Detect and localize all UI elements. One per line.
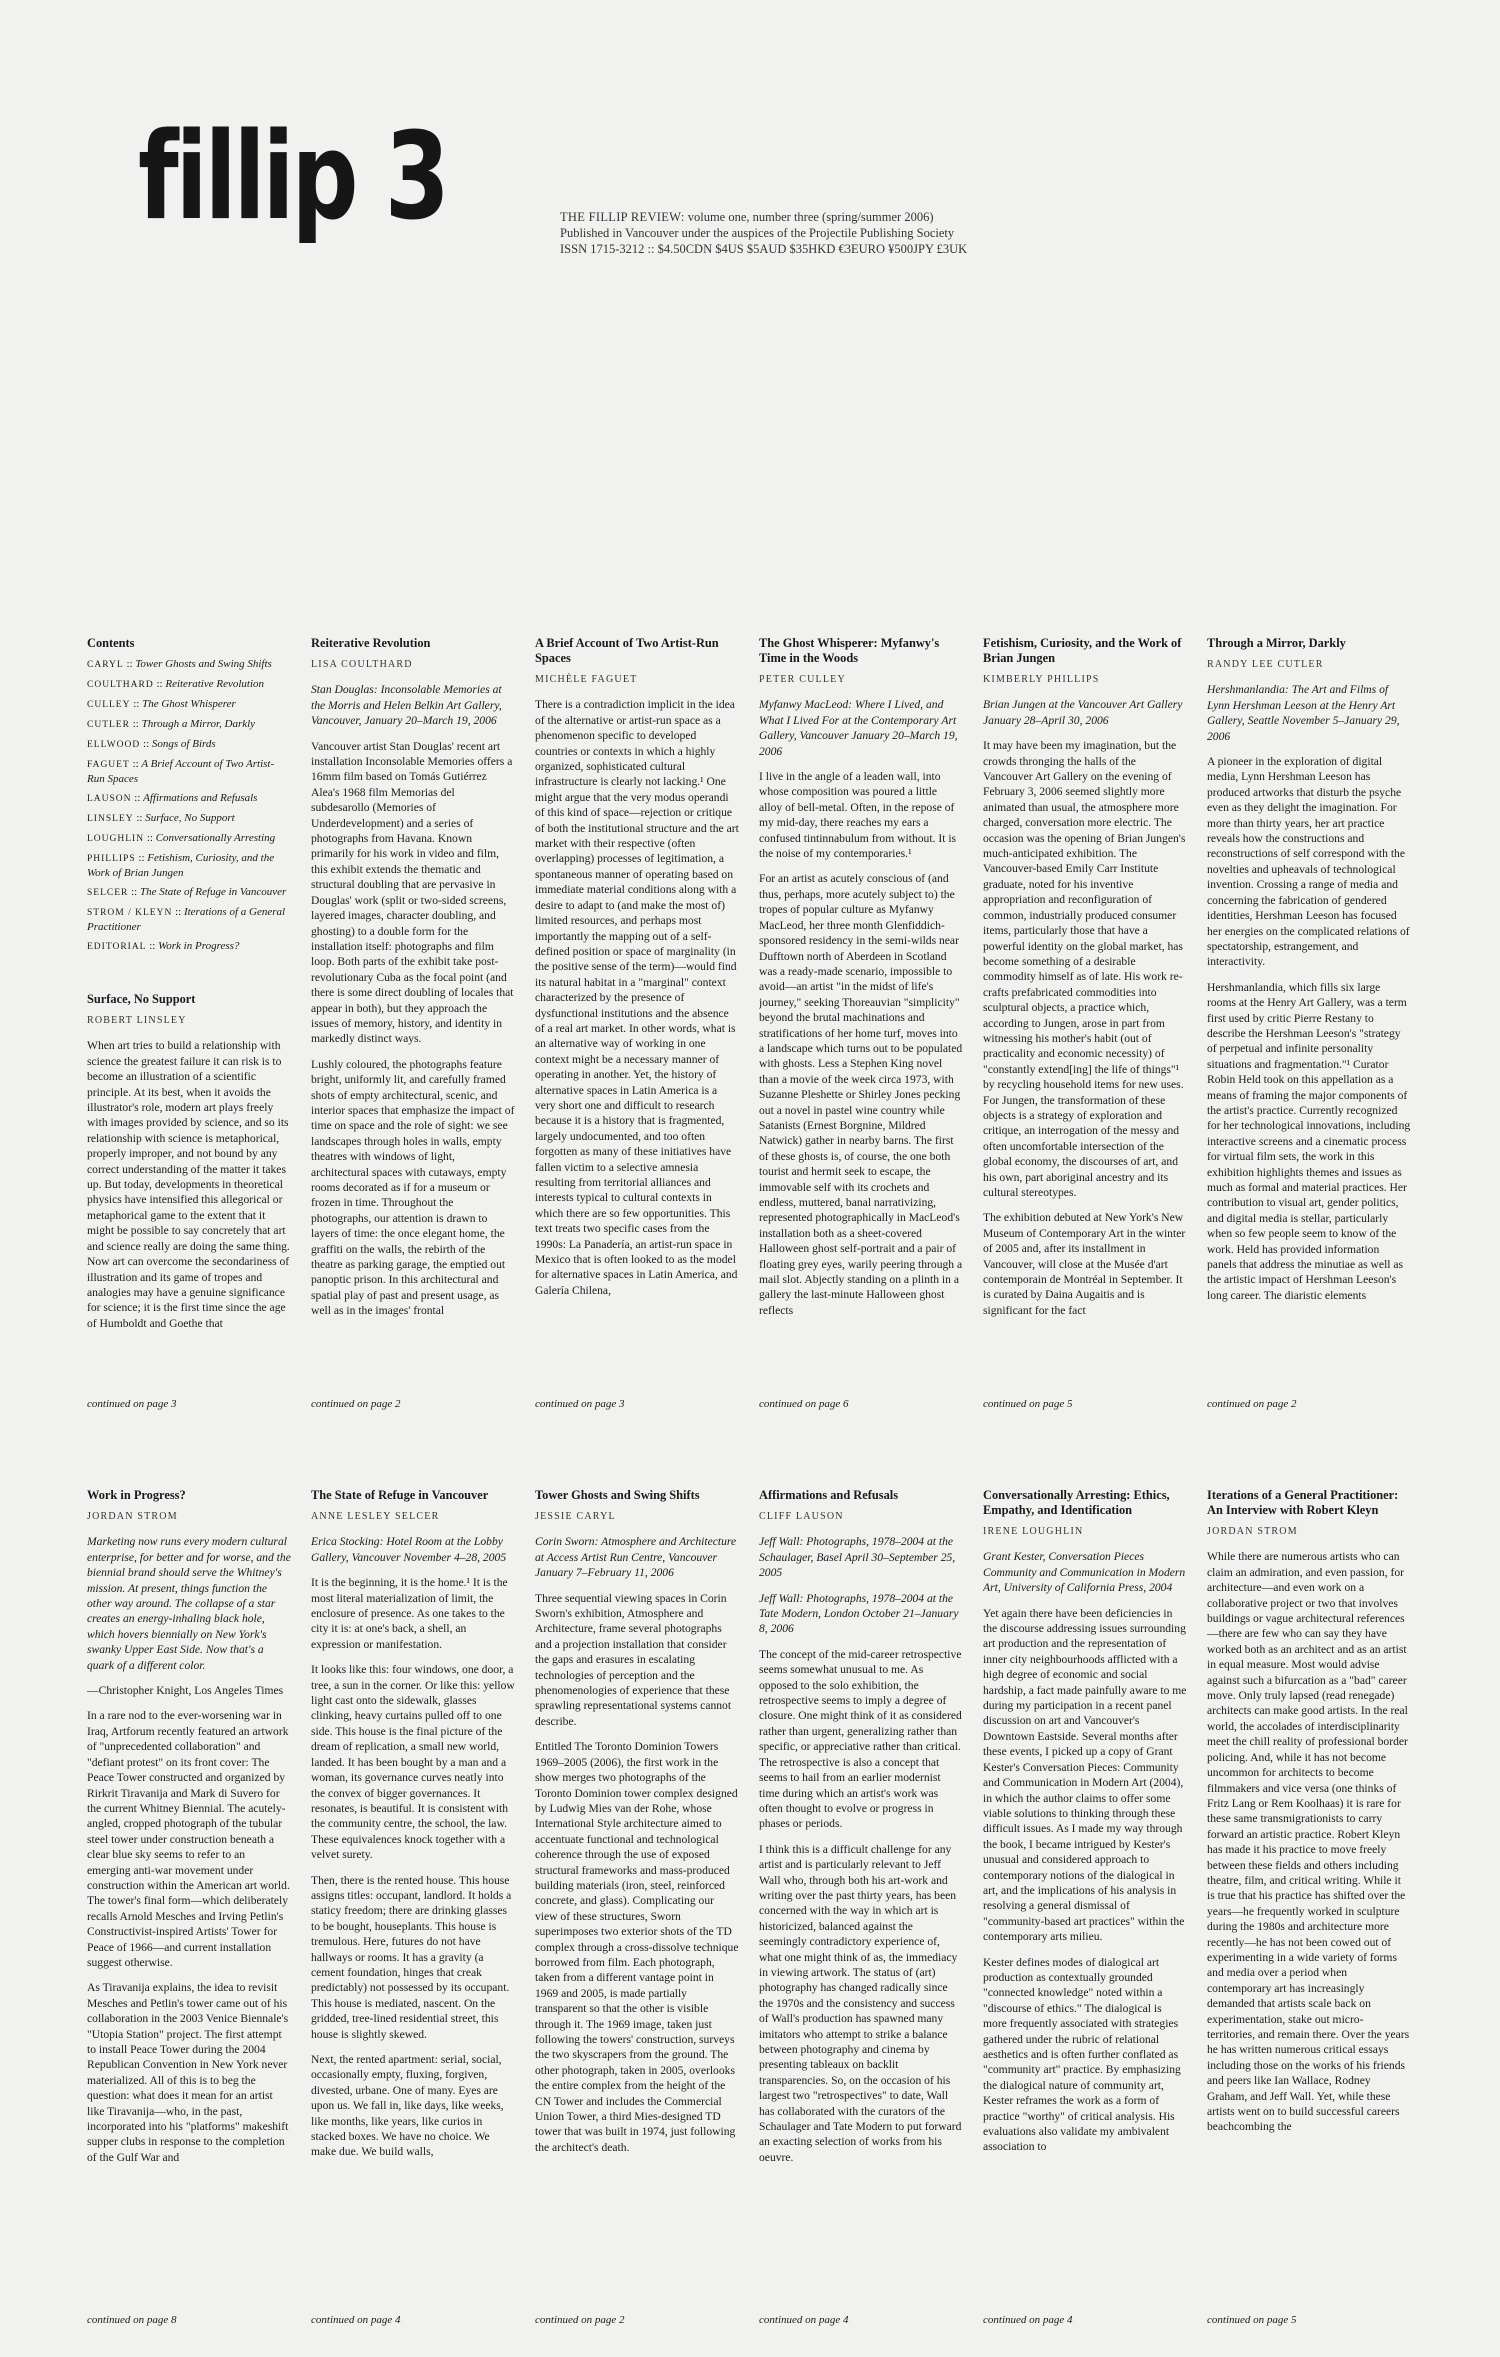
article-body — [535, 1534, 739, 2328]
contents-item-author: LAUSON — [87, 794, 132, 804]
article-paragraph: Kester defines modes of dialogical art production as contextually grounded "connected knowledge" noted within a "discourse of ethics." The dialogical is more frequently associated with strategies gathered under the rubric of relational aesthetics and is often further conflated as "community art" practice. By emphasizing the dialogical nature of community art, Kester reframes the work as a form of practice "worthy" of critical analysis. His evaluations also validate my ambivalent association to — [983, 1955, 1181, 2154]
contents-item — [87, 905, 291, 934]
contents-separator: :: — [128, 886, 140, 898]
continued-link[interactable]: continued on page 3 — [87, 1395, 291, 1412]
contents-heading: Contents — [87, 636, 135, 650]
contents-item — [87, 885, 291, 900]
contents-separator: :: — [123, 658, 136, 670]
contents-item — [87, 757, 291, 786]
article-subtitle: Brian Jungen at the Vancouver Art Gallery January 28–April 30, 2006 — [983, 698, 1183, 727]
contents-separator: :: — [146, 940, 159, 952]
continued-link[interactable]: continued on page 5 — [1207, 2311, 1411, 2328]
contents-separator: :: — [144, 832, 156, 844]
article-phillips — [983, 636, 1187, 1412]
contents-item — [87, 851, 291, 880]
article-author: JORDAN STROM — [87, 1511, 178, 1522]
article-title: Tower Ghosts and Swing Shifts — [535, 1488, 700, 1502]
article-paragraph: A pioneer in the exploration of digital media, Lynn Hershman Leeson has produced artworks that disturb the psyche even as they delight the imagination. For more than thirty years, her art practice reveals how the constructions and reconstructions of self correspond with the novelties and upheavals of technological invention. Crossing a range of media and concerning the fabrication of gendered identities, Hershman Leeson has focused her energies on the complicated relations of spectatorship, estrangement, and interactivity. — [1207, 755, 1410, 969]
article-cutler — [1207, 636, 1411, 1412]
article-title: Conversationally Arresting: Ethics, Empathy, and Identification — [983, 1488, 1170, 1517]
article-kleyn — [1207, 1488, 1411, 2328]
continued-link[interactable]: continued on page 6 — [759, 1395, 963, 1412]
article-subtitle: Jeff Wall: Photographs, 1978–2004 at the Schaulager, Basel April 30–September 25, 2005 — [759, 1535, 956, 1580]
article-paragraph: The concept of the mid-career retrospective seems somewhat unusual to me. As opposed to the solo exhibition, the retrospective seems to imply a degree of closure. One might think of it as considered rather than urgent, generalizing rather than specific, or appreciative rather than critical. The retrospective is also a concept that seems to hail from an earlier modernist time during which an artist's work was often thought to evolve or progress in phases or periods. — [759, 1647, 962, 1831]
article-title: A Brief Account of Two Artist-Run Spaces — [535, 636, 719, 665]
article-title: Reiterative Revolution — [311, 636, 431, 650]
contents-item — [87, 831, 291, 846]
article-body — [87, 1534, 291, 2328]
continued-link[interactable]: continued on page 3 — [535, 1395, 739, 1412]
contents-item-author: ELLWOOD — [87, 740, 141, 750]
contents-item-title: Iterations of a General Practitioner — [87, 906, 286, 933]
contents-item-author: SELCER — [87, 888, 129, 898]
article-body — [87, 1038, 291, 1412]
article-subtitle: Marketing now runs every modern cultural enterprise, for better and for worse, and the biennial brand should serve the Whitney's mission. At present, things function the other way around. The collapse of a star creates an energy-inhaling black hole, which hovers biennially on New York's swanky Upper East Side. Now that's a quark of a different color. — [87, 1535, 291, 1672]
article-paragraph: Vancouver artist Stan Douglas' recent art installation Inconsolable Memories offers a 16mm film based on Tomás Gutiérrez Alea's 1968 film Memorias del subdesarollo (Memories of Underdevelopment) and a series of photographs from Havana. Known primarily for his work in video and film, this exhibit extends the thematic and structural doubling that are pervasive in Douglas' work (split or two-sided screens, layered images, character doubling, and ghosting) to a double form for the installation itself: photographs and film loop. Both parts of the exhibit take post-revolutionary Cuba as the focal point (and there is some direct doubling of locales that appear in both), but they approach the issues of memory, history, and identity in markedly distinct ways. — [311, 739, 514, 1046]
masthead-title: fillip 3 — [138, 108, 447, 247]
article-title: Affirmations and Refusals — [759, 1488, 899, 1502]
article-paragraph: When art tries to build a relationship with science the greatest failure it can risk is to become an illustration of a scientific principle. At its best, when it avoids the illustrator's role, modern art plays freely with images provided by science, and so its relationship with science is metaphorical, properly improper, and not bound by any correct understanding of the matter it takes up. But today, developments in theoretical physics have intensified this allegorical or metaphorical game to the extent that it might be possible to say concretely that art and science really are doing the same thing. Now art can overcome the secondariness of illustration and its game of tropes and analogies may have a genuine significance for science; it is the first time since the age of Humboldt and Goethe that — [87, 1039, 290, 1330]
quote-attribution: —Christopher Knight, Los Angeles Times — [87, 1684, 284, 1698]
contents-separator: :: — [153, 678, 166, 690]
article-paragraph: It may have been my imagination, but the crowds thronging the halls of the Vancouver Art Gallery on the evening of February 3, 2006 seemed slightly more animated than usual, the atmosphere more charged, conversation more electric. The occasion was the opening of Brian Jungen's much-anticipated exhibition. The Vancouver-based Emily Carr Institute graduate, noted for his inventive appropriation and reconfiguration of common, industrially produced consumer items, particularly those that have a powerful identity on the global market, has become something of a desirable commodity himself as of late. His work re-crafts prefabricated commodities into sculptural objects, a practice which, according to Jungen, arose in part from witnessing his mother's habit (out of practicality and economic necessity) of "constantly extend[ing] the life of things"¹ by recycling household items for new uses. For Jungen, the transformation of these objects is a strategy of exploration and critique, an interrogation of the messy and often uncomfortable intersection of the global economy, the discourses of art, and his own, part aboriginal ancestry and its cultural stereotypes. — [983, 739, 1186, 1199]
contents-separator: :: — [140, 738, 152, 750]
article-selcer — [311, 1488, 515, 2328]
article-paragraph: It looks like this: four windows, one door, a tree, a sun in the corner. Or like this: yellow light cast onto the sidewalk, glasses clinking, heavy curtains pulled off to one side. This house is the final picture of the dream of replication, a small new world, landed. It has been bought by a man and a woman, its governance curves neatly into the convex of bigger governances. It resonates, is beautiful. It is consistent with the community centre, the school, the law. These equivalences knock together with a velvet surety. — [311, 1663, 515, 1862]
contents-item-title: Surface, No Support — [145, 812, 235, 824]
article-row-top — [87, 636, 1412, 1412]
article-linsley — [87, 992, 291, 1412]
contents-separator: :: — [131, 792, 144, 804]
article-paragraph: Entitled The Toronto Dominion Towers 1969–2005 (2006), the first work in the show merges two photographs of the Toronto Dominion tower complex designed by Ludwig Mies van der Rohe, whose International Style architecture aimed to accentuate functional and technological coherence through the use of exposed structural frameworks and mass-produced building materials (iron, steel, reinforced concrete, and glass). Complicating our view of these structures, Sworn superimposes two exterior shots of the TD complex through a cross-dissolve technique borrowed from film. Each photograph, taken from a different vantage point in 1969 and 2005, is made partially transparent so that the other is visible through it. The 1969 image, taken just following the towers' construction, surveys the two skyscrapers from the ground. The other photograph, taken in 2005, overlooks the entire complex from the height of the CN Tower and includes the Commercial Union Tower, a third Mies-designed TD tower that was built in 1974, just following the architect's death. — [535, 1740, 739, 2154]
article-body — [759, 1534, 963, 2328]
contents-item — [87, 697, 291, 712]
article-paragraph: Lushly coloured, the photographs feature bright, uniformly lit, and carefully framed shots of empty architectural, scenic, and interior spaces that emphasize the impact of time on space and the role of sight: we see landscapes through holes in walls, empty theatres with windows of light, architectural spaces with cutaways, empty rooms decorated as if for a museum or frozen in time. Throughout the photographs, our attention is drawn to layers of time: the once elegant home, the graffiti on the walls, the rebirth of the theatre as parking garage, the emptied out panoptic prison. In this architectural and spatial play of past and present usage, as well as in the images' frontal — [311, 1057, 515, 1318]
article-author: PETER CULLEY — [759, 674, 846, 685]
contents-item-title: Songs of Birds — [151, 738, 216, 750]
article-author: CLIFF LAUSON — [759, 1511, 844, 1522]
continued-link[interactable]: continued on page 8 — [87, 2311, 291, 2328]
contents-separator: :: — [133, 812, 146, 824]
contents-item-title: A Brief Account of Two Artist-Run Spaces — [87, 758, 275, 785]
article-title: Through a Mirror, Darkly — [1207, 636, 1346, 650]
article-body — [311, 1534, 515, 2328]
article-loughlin — [983, 1488, 1187, 2328]
contents-item-title: Affirmations and Refusals — [143, 792, 258, 804]
contents-item — [87, 811, 291, 826]
publication-line-1 — [560, 209, 1120, 225]
continued-link[interactable]: continued on page 2 — [535, 2311, 739, 2328]
article-strom — [87, 1488, 291, 2328]
article-paragraph: While there are numerous artists who can claim an admiration, and even passion, for architecture—and even work on a collaborative project or two that involves buildings or vague architectural references—there are few who can say they have worked both as an architect and as an artist in equal measure. Most would advise against such a bifurcation as a "bad" career move. Only truly lapsed (read renegade) architects can make good artists. In the real world, the accolades of interdisciplinarity meet the chill reality of professional border policing. And, while it has not become uncommon for architects to become filmmakers and vice versa (one thinks of Fritz Lang or Rem Koolhaas) it is rare for these same transmigrationists to carry forward an artistic practice. Robert Kleyn has made it his practice to move freely between these fields and others including theatre, film, and critical writing. While it is true that his practice has shifted over the years—he frequently worked in sculpture during the 1980s and architecture more recently—he has not been cowed out of experimenting in a wide variety of forms and media over a period when contemporary art has increasingly demanded that artists scale back on experimentation, stake out micro-territories, and remain there. Over the years he has written numerous critical essays including those on the works of his friends and peers like Ian Wallace, Rodney Graham, and Jeff Wall. Yet, while these artists went on to build successful careers beachcombing the — [1207, 1550, 1410, 2134]
article-paragraph: The exhibition debuted at New York's New Museum of Contemporary Art in the winter of 2005 and, after its installment in Vancouver, will close at the Musée d'art contemporain de Montréal in September. It is curated by Daina Augaitis and is significant for the fact — [983, 1211, 1186, 1317]
contents-item-title: Reiterative Revolution — [165, 678, 264, 690]
volume-info: volume one, number three (spring/summer 2006) — [684, 210, 934, 224]
article-author: ANNE LESLEY SELCER — [311, 1511, 440, 1522]
article-author: JORDAN STROM — [1207, 1526, 1298, 1537]
publication-line-3: ISSN 1715-3212 :: $4.50CDN $4US $5AUD $35HKD €3EURO ¥500JPY £3UK — [560, 242, 968, 256]
article-body — [983, 697, 1187, 1412]
article-coulthard — [311, 636, 515, 1412]
article-author: MICHÈLE FAGUET — [535, 674, 638, 685]
article-author: KIMBERLY PHILLIPS — [983, 674, 1100, 685]
article-row-bottom — [87, 1488, 1412, 2328]
article-paragraph: Then, there is the rented house. This house assigns titles: occupant, landlord. It holds a staticy freedom; there are drinking glasses to be bought, houseplants. This house is tremulous. Here, futures do not have hallways or rooms. It has a gravity (a cement foundation, hinges that creak predictably) not possessed by its occupant. This house is mediated, nascent. On the gridded, tree-lined residential street, this house is slightly skewed. — [311, 1873, 512, 2041]
article-author: JESSIE CARYL — [535, 1511, 616, 1522]
article-body — [1207, 1549, 1411, 2328]
review-title: THE FILLIP REVIEW: — [560, 210, 685, 224]
article-paragraph: Next, the rented apartment: serial, social, occasionally empty, fluxing, forgiven, divested, urbane. One of many. Eyes are upon us. We fall in, like days, like weeks, like months, like years, like curios in stacked boxes. We have no choice. We make due. We build walls, — [311, 2053, 504, 2159]
continued-link[interactable]: continued on page 4 — [311, 2311, 515, 2328]
contents-item-title: Work in Progress? — [158, 940, 240, 952]
contents-item-author: EDITORIAL — [87, 942, 147, 952]
article-paragraph: Three sequential viewing spaces in Corin Sworn's exhibition, Atmosphere and Architecture, frame several photographs and a projection installation that consider the gaps and erasures in escalating technologies of perception and the phenomenologies of experience that these sprawling representational systems cannot describe. — [535, 1591, 732, 1728]
contents-item-author: PHILLIPS — [87, 854, 136, 864]
article-lauson — [759, 1488, 963, 2328]
article-title: Iterations of a General Practitioner: An Interview with Robert Kleyn — [1207, 1488, 1399, 1517]
continued-link[interactable]: continued on page 2 — [311, 1395, 515, 1412]
contents-item-title: Tower Ghosts and Swing Shifts — [135, 658, 272, 670]
contents-item-author: FAGUET — [87, 760, 130, 770]
article-paragraph: As Tiravanija explains, the idea to revisit Mesches and Petlin's tower came out of his collaboration in the 2003 Venice Biennale's "Utopia Station" project. The first attempt to install Peace Tower during the 2004 Republican Convention in New York never materialized. All of this is to beg the question: what does it mean for an artist like Tiravanija—who, in the past, incorporated into his "platforms" makeshift supper clubs in response to the completion of the Gulf War and — [87, 1981, 289, 2164]
contents-item-title: Conversationally Arresting — [155, 832, 276, 844]
article-paragraph: In a rare nod to the ever-worsening war in Iraq, Artforum recently featured an artwork of "unprecedented collaboration" and "defiant protest" on its front cover: The Peace Tower constructed and organized by Rirkrit Tiravanija and Mark di Suvero for the current Whitney Biennial. The acutely-angled, cropped photograph of the tubular steel tower under construction beneath a clear blue sky seems to refer to an emerging anti-war movement under construction within the American art world. The tower's final form—which deliberately recalls Arnold Mesches and Irving Petlin's Constructivist-inspired Artists' Tower for Peace of 1966—and current installation suggest otherwise. — [87, 1709, 290, 1969]
contents-separator: :: — [129, 718, 142, 730]
article-subtitle: Corin Sworn: Atmosphere and Architecture at Access Artist Run Centre, Vancouver January 7–February 11, 2006 — [535, 1535, 737, 1580]
article-paragraph: I live in the angle of a leaden wall, into whose composition was poured a little alloy of bell-metal. Often, in the repose of my mid-day, there reaches my ears a confused tintinnabulum from without. It is the noise of my contemporaries.¹ — [759, 770, 957, 861]
contents-separator: :: — [130, 698, 143, 710]
article-title: Fetishism, Curiosity, and the Work of Brian Jungen — [983, 636, 1182, 665]
article-author: RANDY LEE CUTLER — [1207, 659, 1324, 670]
contents-item-author: COULTHARD — [87, 680, 154, 690]
contents-item-author: LOUGHLIN — [87, 834, 145, 844]
article-title: Surface, No Support — [87, 992, 196, 1006]
article-author: LISA COULTHARD — [311, 659, 413, 670]
continued-link[interactable]: continued on page 4 — [983, 2311, 1187, 2328]
contents-item-title: Through a Mirror, Darkly — [141, 718, 256, 730]
contents-separator: :: — [135, 852, 148, 864]
article-body — [311, 682, 515, 1412]
publication-info — [560, 209, 1120, 257]
contents-item — [87, 677, 291, 692]
contents-item-author: CARYL — [87, 660, 124, 670]
article-caryl — [535, 1488, 739, 2328]
article-title: The State of Refuge in Vancouver — [311, 1488, 489, 1502]
article-subtitle-2: Jeff Wall: Photographs, 1978–2004 at the Tate Modern, London October 21–January 8, 2006 — [759, 1591, 959, 1636]
contents-separator: :: — [129, 758, 142, 770]
article-body — [1207, 682, 1411, 1412]
article-author: IRENE LOUGHLIN — [983, 1526, 1084, 1537]
contents-item-author: LINSLEY — [87, 814, 134, 824]
article-paragraph: For an artist as acutely conscious of (and thus, perhaps, more acutely subject to) the tropes of popular culture as Myfanwy MacLeod, her three month Glenfiddich-sponsored residency in the semi-wilds near Dufftown north of Aberdeen in Scotland was a ready-made scenario, impossible to avoid—an artist "in the midst of life's journey," seeking Thoreauvian "simplicity" beyond the brutal machinations and stratifications of her home turf, moves into a landscape which turns out to be populated with ghosts. Less a Stephen King novel than a movie of the week circa 1973, with Suzanne Pleshette or Shirley Jones pecking out a novel in pastel wine country while Satanists (Ernest Borgnine, Mildred Natwick) gather in nearby barns. The first of these ghosts is, of course, the one both tourist and hermit seek to escape, the immovable self with its crochets and endless, muttered, banal narrativizing, represented photographically in MacLeod's installation both as a sheet-covered Halloween ghost self-portrait and a pair of floating grey eyes, warily peering through a mail slot. Abjectly standing on a plinth in a gallery the last-minute Halloween ghost reflects — [759, 872, 963, 1317]
article-paragraph: It is the beginning, it is the home.¹ It is the most literal materialization of limit, the enclosure of presence. As one takes to the city it is: at one's back, a shell, an expression or manifestation. — [311, 1576, 508, 1651]
article-paragraph: Hershmanlandia, which fills six large rooms at the Henry Art Gallery, was a term first used by critic Pierre Restany to describe the Hershman Leeson's "strategy of perpetual and infinite personality situations and fragmentation."¹ Curator Robin Held took on this appellation as a means of framing the major components of the artist's practice. Currently recognized for her technological innovations, including interactive screens and a cinematic process for virtual film sets, the work in this exhibition highlights themes and issues as much as formal and material practices. Her contribution to visual art, gender politics, and digital media is stellar, particularly when so few people seem to know of the work. Held has provided information panels that address the minutiae as well as the artistic impact of Hershman Leeson's long career. The diaristic elements — [1207, 980, 1411, 1302]
continued-link[interactable]: continued on page 4 — [759, 2311, 963, 2328]
contents-item — [87, 737, 291, 752]
contents-separator: :: — [172, 906, 184, 918]
article-paragraph: There is a contradiction implicit in the idea of the alternative or artist-run space as a phenomenon specific to developed countries or contexts in which a highly organized, sophisticated cultural infrastructure is clearly not lacking.¹ One might argue that the very modus operandi of this kind of space—rejection or critique of both the institutional structure and the art market with their respective (often overlapping) processes of legitimation, a spontaneous manner of operating based on immediate material conditions along with a desire to adapt to (and make the most of) limited resources, and perhaps most importantly the mapping out of a self-defined position or space of marginality (in the positive sense of the term)—would find its natural habitat in a "marginal" context characterized by the presence of dysfunctional institutions and the absence of a real art market. In other words, what is an alternative way of working in one context might be a necessary manner of operating in another. Yet, the history of alternative spaces in Latin America is a very short one and difficult to research because it is a history that is fragmented, largely undocumented, and too often forgotten as many of these initiatives have fallen victim to a selective amnesia resulting from territorial alliances and interests typical to cultural contexts in which there are so few opportunities. This text treats two specific cases from the 1990s: La Panadería, an artist-run space in Mexico that is often looked to as the model for alternative spaces in Latin America, and Galería Chilena, — [535, 698, 739, 1297]
article-paragraph: I think this is a difficult challenge for any artist and is particularly relevant to Jeff Wall who, through both his art-work and writing over the past thirty years, has been concerned with the way in which art is historicized, balanced against the seemingly contradictory experience of, what one might think of as, the immediacy in viewing artwork. The status of (art) photography has changed radically since the 1970s and the consistency and success of Wall's production has spawned many imitators who attempt to strike a balance between photography and cinema by presenting tableaux on backlit transparencies. So, on the occasion of his largest two "retrospectives" to date, Wall has collaborated with the curators of the Schaulager and Tate Modern to put forward an exacting selection of works from his oeuvre. — [759, 1842, 962, 2164]
continued-link[interactable]: continued on page 5 — [983, 1395, 1187, 1412]
contents-item-author: CUTLER — [87, 720, 130, 730]
article-faguet — [535, 636, 739, 1412]
article-subtitle: Hershmanlandia: The Art and Films of Lynn Hershman Leeson at the Henry Art Gallery, Seattle November 5–January 29, 2006 — [1207, 683, 1400, 743]
column-contents — [87, 636, 291, 1412]
article-author: ROBERT LINSLEY — [87, 1015, 187, 1026]
contents-item — [87, 657, 291, 672]
publication-line-2: Published in Vancouver under the auspices of the Projectile Publishing Society — [560, 226, 955, 240]
contents-item — [87, 939, 291, 954]
article-culley — [759, 636, 963, 1412]
article-body — [535, 697, 739, 1412]
contents-item-author: CULLEY — [87, 700, 131, 710]
continued-link[interactable]: continued on page 2 — [1207, 1395, 1411, 1412]
contents-item-title: The Ghost Whisperer — [142, 698, 236, 710]
contents-item-title: The State of Refuge in Vancouver — [140, 886, 287, 898]
article-title: Work in Progress? — [87, 1488, 186, 1502]
article-subtitle: Grant Kester, Conversation Pieces Community and Communication in Modern Art, University of California Press, 2004 — [983, 1550, 1186, 1595]
contents-item — [87, 791, 291, 806]
contents-list — [87, 657, 291, 954]
article-subtitle: Erica Stocking: Hotel Room at the Lobby Gallery, Vancouver November 4–28, 2005 — [311, 1535, 507, 1564]
article-subtitle: Stan Douglas: Inconsolable Memories at the Morris and Helen Belkin Art Gallery, Vancouver, January 20–March 19, 2006 — [311, 683, 502, 728]
article-subtitle: Myfanwy MacLeod: Where I Lived, and What I Lived For at the Contemporary Art Gallery, Vancouver January 20–March 19, 2006 — [759, 698, 958, 758]
article-body — [983, 1549, 1187, 2328]
article-body — [759, 697, 963, 1412]
article-paragraph: Yet again there have been deficiencies in the discourse addressing issues surrounding art production and the representation of inner city neighbourhoods afflicted with a high degree of economic and social hardship, a fact made painfully aware to me during my participation in a recent panel discussion on art and Vancouver's Downtown Eastside. Several months after these events, I picked up a copy of Grant Kester's Conversation Pieces: Community and Communication in Modern Art (2004), in which the author claims to offer some viable solutions to thinking through these difficult issues. As I made my way through the book, I became intrigued by Kester's unusual and considered approach to contemporary notions of the dialogical in art, and the implications of his analysis in resolving a general dismissal of "community-based art practices" within the contemporary arts milieu. — [983, 1606, 1187, 1944]
contents-item — [87, 717, 291, 732]
contents-item-author: STROM / KLEYN — [87, 908, 173, 918]
article-title: The Ghost Whisperer: Myfanwy's Time in the Woods — [759, 636, 940, 665]
contents-item-title: Fetishism, Curiosity, and the Work of Brian Jungen — [87, 852, 275, 879]
